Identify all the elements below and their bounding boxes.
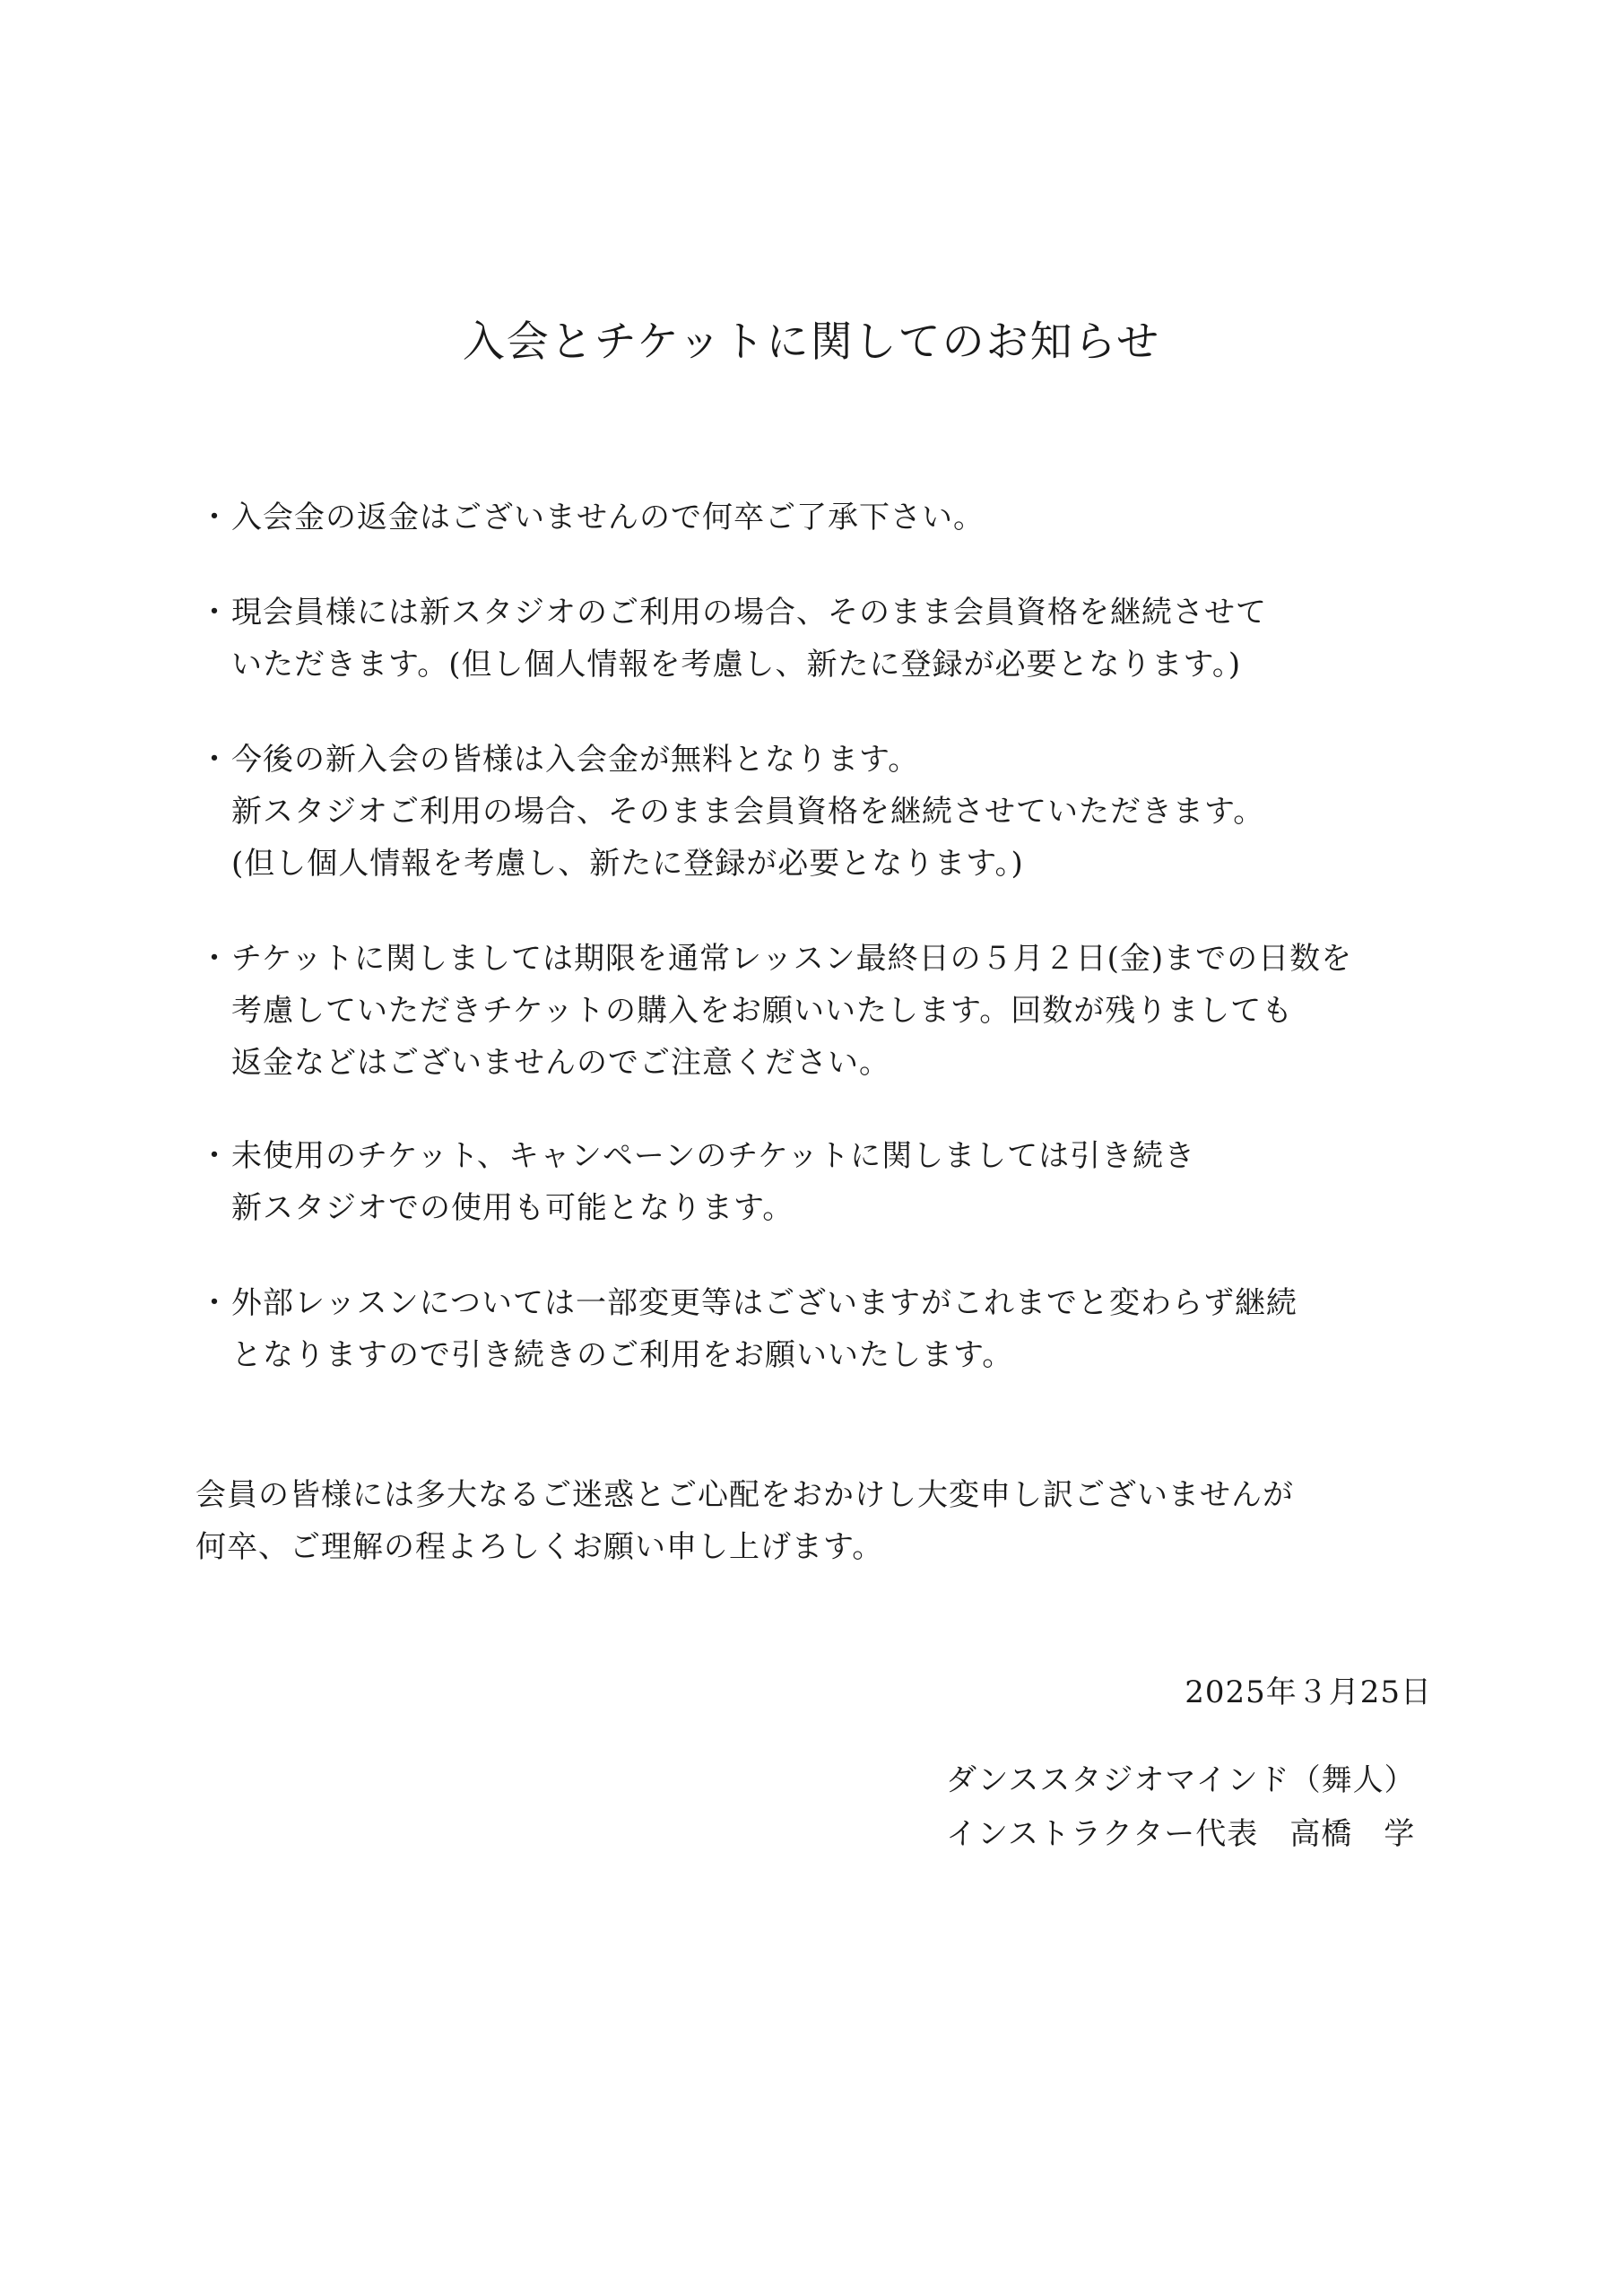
bullet: ・ xyxy=(199,941,230,977)
notice-item-line xyxy=(199,1130,1472,1182)
notice-item xyxy=(199,933,1472,1089)
notice-item-line: 返金などはございませんのでご注意ください。 xyxy=(231,1045,890,1081)
notice-item-line xyxy=(199,587,1472,639)
notice-item-text: チケットに関しましては期限を通常レッスン最終日の５月２日(金)までの日数を xyxy=(231,941,1353,977)
bullet: ・ xyxy=(199,1285,230,1321)
notice-item-line: となりますので引き続きのご利用をお願いいたします。 xyxy=(231,1337,1014,1373)
bullet: ・ xyxy=(199,500,230,535)
representative-name: インストラクター代表 高橋 学 xyxy=(946,1816,1416,1852)
closing-paragraph xyxy=(195,1469,1469,1573)
notice-item xyxy=(199,1277,1472,1381)
notice-item-line xyxy=(199,933,1472,985)
notice-item-line: (但し個人情報を考慮し、新たに登録が必要となります。) xyxy=(231,846,1024,882)
notice-item-line xyxy=(199,1277,1472,1329)
page-title: 入会とチケットに関してのお知らせ xyxy=(462,317,1161,367)
notice-item-line xyxy=(199,491,1472,544)
notice-item xyxy=(199,587,1472,691)
bullet: ・ xyxy=(199,1138,230,1174)
bullet: ・ xyxy=(199,742,230,778)
issue-date: 2025年３月25日 xyxy=(1185,1674,1432,1710)
notice-item-text: 現会員様には新スタジオのご利用の場合、そのまま会員資格を継続させて xyxy=(231,595,1267,631)
studio-name: ダンススタジオマインド（舞人） xyxy=(946,1762,1416,1798)
notice-item-line: いただきます。(但し個人情報を考慮し、新たに登録が必要となります。) xyxy=(231,647,1242,683)
closing-line: 会員の皆様には多大なるご迷惑とご心配をおかけし大変申し訳ございませんが xyxy=(195,1477,1294,1513)
notice-item-text: 未使用のチケット、キャンペーンのチケットに関しましては引き続き xyxy=(231,1138,1196,1174)
notice-item-line: 新スタジオでの使用も可能となります。 xyxy=(231,1190,794,1226)
closing-line: 何卒、ご理解の程よろしくお願い申し上げます。 xyxy=(195,1529,884,1565)
notice-item xyxy=(199,1130,1472,1234)
notice-item-line: 新スタジオご利用の場合、そのまま会員資格を継続させていただきます。 xyxy=(231,794,1265,830)
notice-item xyxy=(199,734,1472,890)
signature-block xyxy=(946,1753,1416,1861)
bullet: ・ xyxy=(199,595,230,631)
notice-item-text: 今後の新入会の皆様は入会金が無料となります。 xyxy=(231,742,920,778)
notice-item-text: 外部レッスンについては一部変更等はございますがこれまでと変わらず継続 xyxy=(231,1285,1298,1321)
notice-item-line: 考慮していただきチケットの購入をお願いいたします。回数が残りましても xyxy=(231,993,1294,1029)
notice-item xyxy=(199,491,1472,544)
notice-item-line xyxy=(199,734,1472,786)
notice-item-text: 入会金の返金はございませんので何卒ご了承下さい。 xyxy=(231,500,985,535)
